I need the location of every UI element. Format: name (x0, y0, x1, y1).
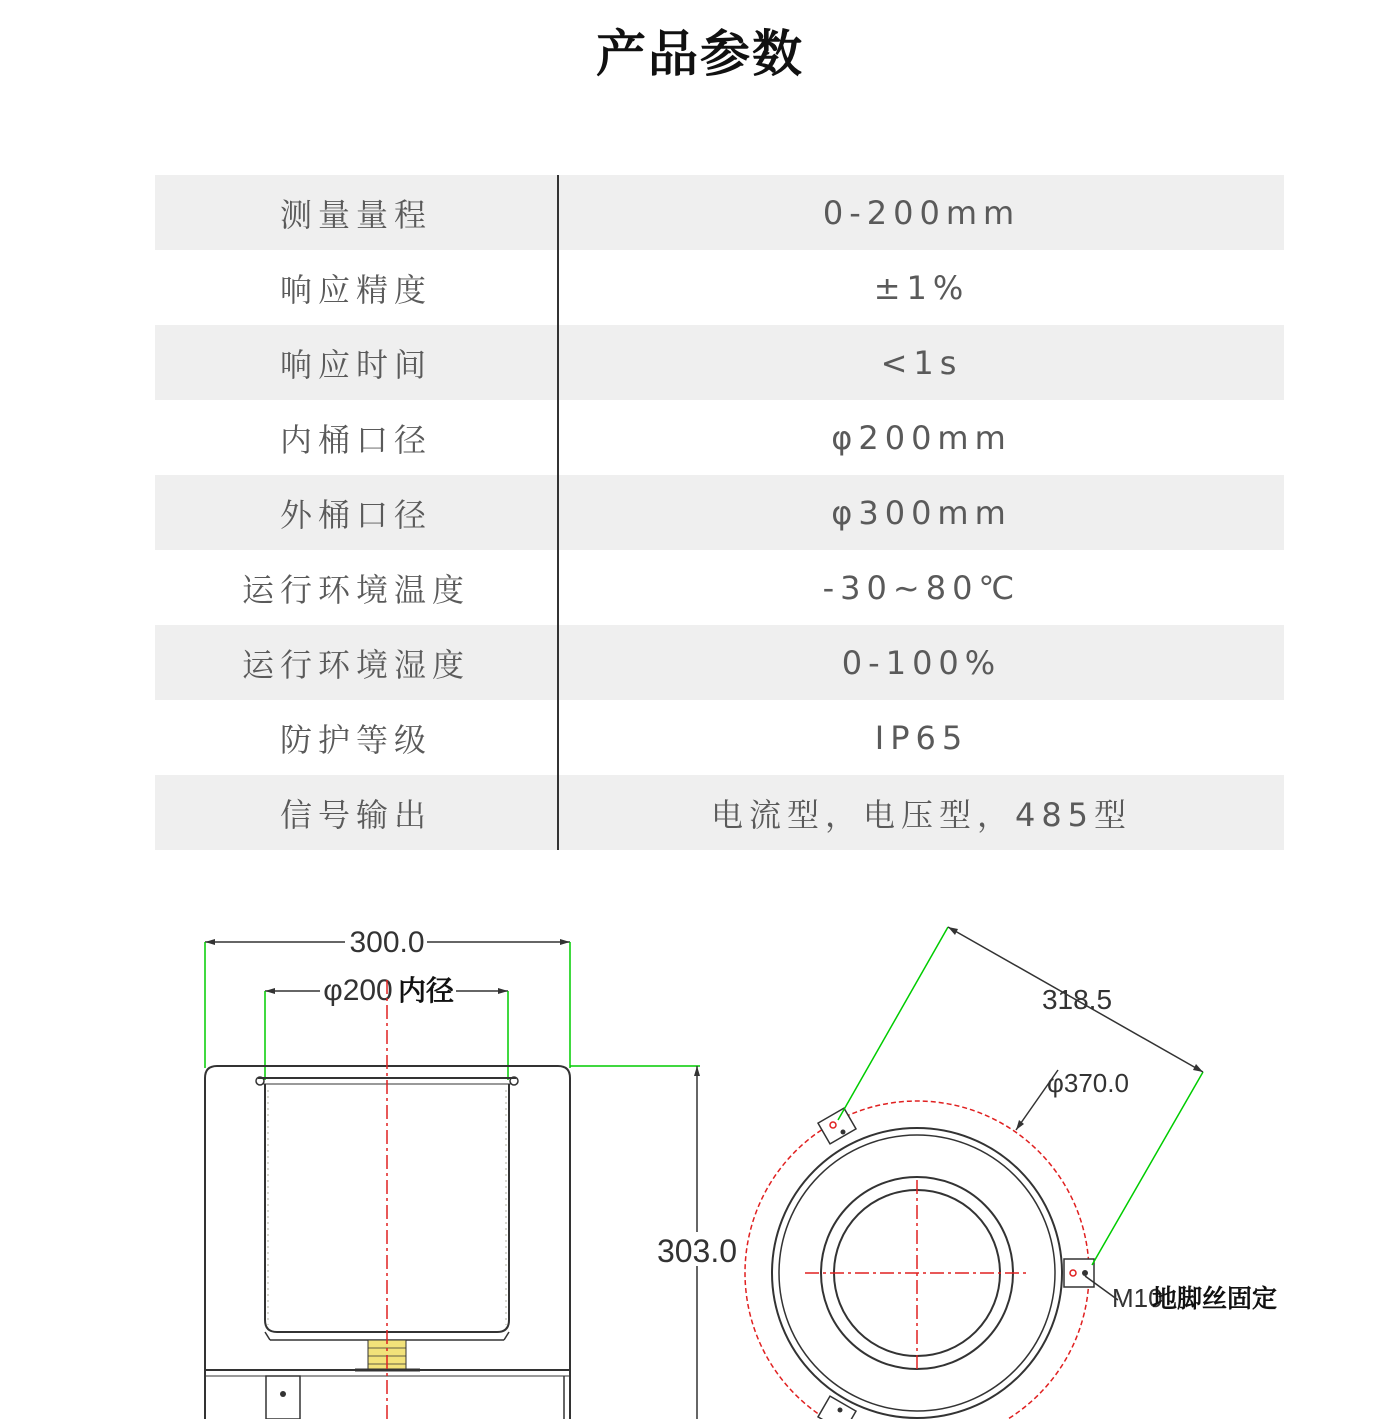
table-row (155, 325, 1284, 400)
spec-label: 响应精度 (155, 250, 559, 325)
spec-value: ±1% (873, 268, 970, 307)
table-row (155, 475, 1284, 550)
bolt-label: M10 (1112, 1283, 1163, 1313)
spec-value: 0-200mm (822, 193, 1021, 232)
spec-value: IP65 (874, 718, 969, 757)
spec-label: 测量量程 (155, 175, 559, 250)
table-row (155, 700, 1284, 775)
page-title: 产品参数 (596, 25, 804, 83)
side-view (205, 926, 737, 1419)
inner-diameter-note: 内径 (398, 975, 455, 1006)
top-view (745, 927, 1277, 1419)
mounting-tab (818, 1396, 856, 1419)
table-row (155, 625, 1284, 700)
table-row (155, 175, 1284, 250)
table-row (155, 400, 1284, 475)
table-row (155, 550, 1284, 625)
spec-label: 外桶口径 (155, 475, 559, 550)
inner-diameter-label: φ200 (323, 974, 393, 1007)
mounting-tab (1064, 1259, 1094, 1287)
span-label: 318.5 (1041, 984, 1113, 1015)
spec-label: 运行环境湿度 (155, 625, 559, 700)
spec-value: <1s (880, 343, 963, 382)
table-row (155, 775, 1284, 850)
bolt-note: 地脚丝固定 (1152, 1285, 1278, 1313)
spec-value: φ300mm (831, 493, 1012, 532)
diameter-label: φ370.0 (1047, 1068, 1129, 1098)
spec-label: 运行环境温度 (155, 550, 559, 625)
mounting-tab (818, 1108, 856, 1144)
spec-label: 信号输出 (155, 775, 559, 850)
spec-table (155, 175, 1284, 850)
spec-value: 电流型，电压型，485型 (710, 795, 1133, 834)
outer-width-label: 300.0 (349, 926, 425, 959)
spec-label: 内桶口径 (155, 400, 559, 475)
spec-value: φ200mm (831, 418, 1012, 457)
table-row (155, 250, 1284, 325)
spec-label: 响应时间 (155, 325, 559, 400)
spec-value: 0-100% (841, 643, 1002, 682)
spec-value: -30~80℃ (822, 568, 1021, 607)
height-label: 303.0 (656, 1233, 738, 1269)
spec-label: 防护等级 (155, 700, 559, 775)
technical-drawing (0, 880, 1400, 1419)
